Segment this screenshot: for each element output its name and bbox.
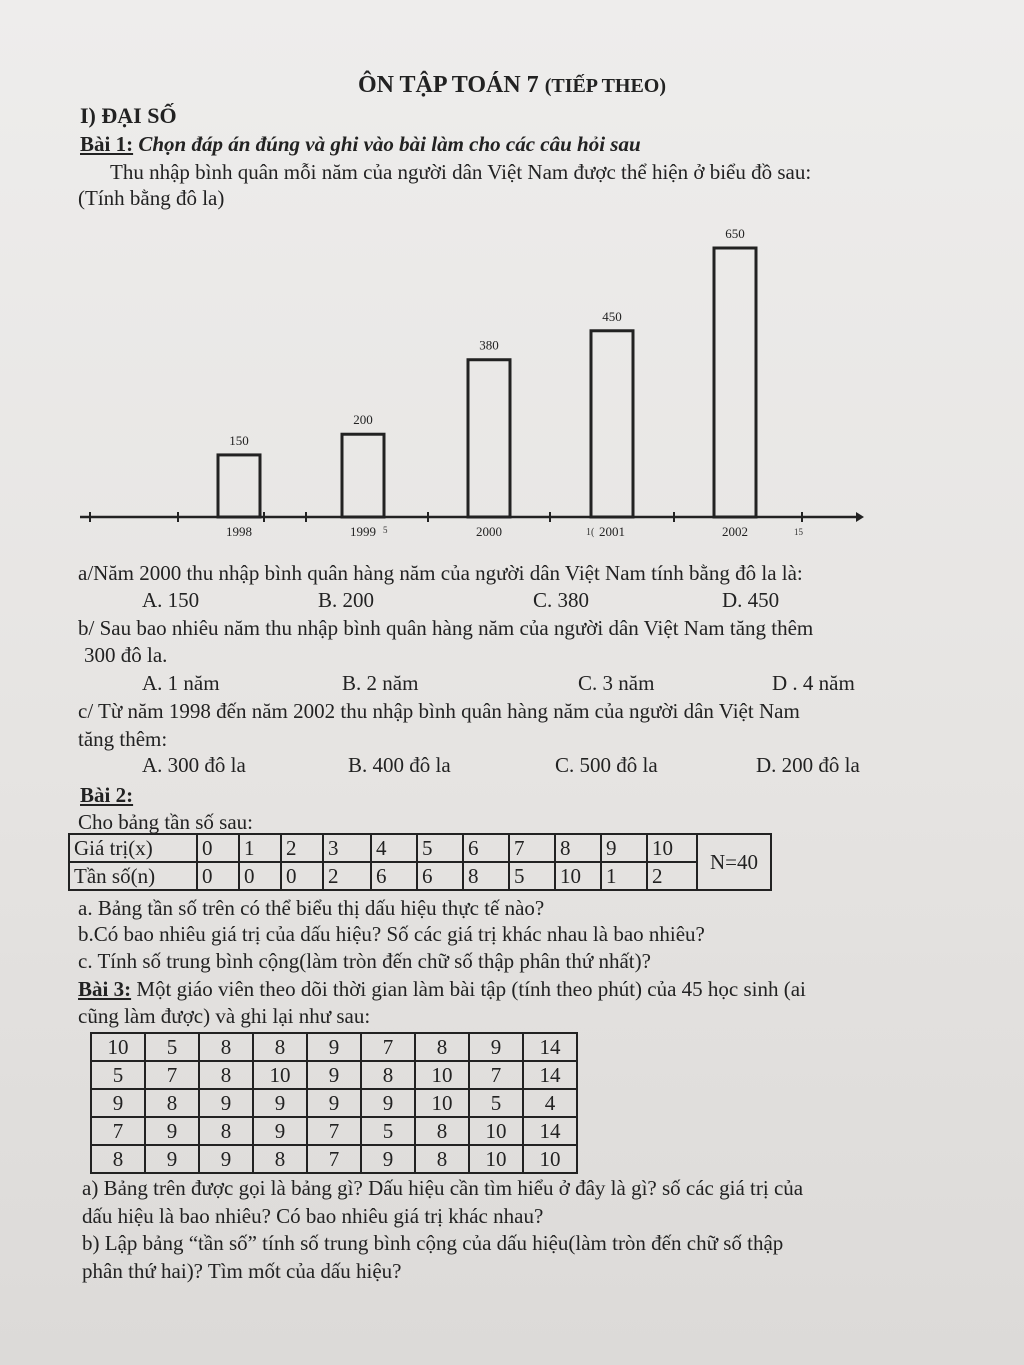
table-cell: 5 [91,1061,145,1089]
table-cell: 1 [601,862,647,890]
qb-choice-b: B. 2 năm [342,671,419,695]
table-cell: 7 [509,834,555,862]
section-heading: I) ĐẠI SỐ [80,103,177,128]
bai2-question-a: a. Bảng tần số trên có thể biểu thị dấu hiệu thực tế nào? [78,896,545,920]
table-cell: 8 [415,1033,469,1061]
table-cell: 5 [417,834,463,862]
title-paren: (TIẾP THEO) [544,75,667,97]
table-cell: 8 [199,1061,253,1089]
table-cell: 9 [361,1089,415,1117]
table-cell: 1 [239,834,281,862]
table-cell: 0 [197,834,239,862]
bai1-intro-line1: Thu nhập bình quân mỗi năm của người dân Việt Nam được thể hiện ở biểu đồ sau: [110,160,812,184]
bai3-intro-text: Một giáo viên theo dõi thời gian làm bài tập (tính theo phút) của 45 học sinh (ai [131,977,806,1001]
table-cell: 7 [469,1061,523,1089]
bar-value-label: 380 [479,337,499,353]
qc-choice-a: A. 300 đô la [142,753,246,777]
qb-choice-d: D . 4 năm [772,671,855,695]
bar-value-label: 650 [725,226,745,241]
table-cell: 9 [91,1089,145,1117]
income-bar-chart [0,210,1024,550]
table-cell: 9 [253,1117,307,1145]
bai3-intro-line2: cũng làm được) và ghi lại như sau: [78,1004,371,1028]
bai1-question-c-line1: c/ Từ năm 1998 đến năm 2002 thu nhập bình quân hàng năm của người dân Việt Nam [78,699,800,723]
table-cell: 6 [463,834,509,862]
table-cell: 8 [361,1061,415,1089]
table-cell: 6 [417,862,463,890]
table-cell: 9 [361,1145,415,1173]
table-cell: 8 [91,1145,145,1173]
bai3-question-a-line2: dấu hiệu là bao nhiêu? Có bao nhiêu giá trị khác nhau? [82,1204,544,1228]
table-cell: 9 [307,1033,361,1061]
table-cell: 8 [463,862,509,890]
table-cell: 14 [523,1061,577,1089]
row-label-n: Tần số(n) [69,862,197,890]
table-cell: 9 [145,1145,199,1173]
qc-choice-c: C. 500 đô la [555,753,658,777]
table-cell: 9 [199,1145,253,1173]
bai3-label: Bài 3: [78,977,132,1001]
table-cell: 10 [647,834,697,862]
observation-table [90,1032,578,1174]
bai3-question-b-line2: phân thứ hai)? Tìm mốt của dấu hiệu? [82,1259,402,1283]
table-cell: 10 [415,1089,469,1117]
table-cell: 7 [91,1117,145,1145]
qa-choice-c: C. 380 [533,588,590,612]
bar-value-label: 150 [229,432,249,448]
qa-choice-b: B. 200 [318,588,375,612]
stray-mark: 5 [383,525,388,535]
page-title [0,72,1024,99]
bar-2001 [591,331,633,517]
table-cell: 3 [323,834,371,862]
bai2-intro: Cho bảng tần số sau: [78,810,253,834]
bar-2000 [468,360,510,517]
bar-value-label: 450 [602,308,622,324]
table-cell: 8 [199,1033,253,1061]
table-cell: 8 [253,1145,307,1173]
table-cell: 0 [281,862,323,890]
table-cell: 8 [415,1145,469,1173]
table-cell: 5 [469,1089,523,1117]
table-cell: 9 [601,834,647,862]
table-cell: 4 [371,834,417,862]
table-row [69,834,771,862]
bai2-label [80,783,133,808]
table-cell: 9 [253,1089,307,1117]
table-cell: 9 [307,1061,361,1089]
table-cell: 10 [523,1145,577,1173]
table-cell: 8 [555,834,601,862]
qc-choice-d: D. 200 đô la [756,753,860,777]
qa-choice-a: A. 150 [142,588,200,612]
table-cell: 7 [145,1061,199,1089]
table-cell: 8 [253,1033,307,1061]
bai1-question-c-line2: tăng thêm: [78,727,168,751]
bar-1998 [218,455,260,517]
table-row [91,1089,577,1117]
bai1-intro-line2: (Tính bằng đô la) [78,186,225,210]
table-cell: 6 [371,862,417,890]
category-label: 2002 [722,524,748,539]
category-label: 1998 [226,524,252,539]
table-cell: 9 [145,1117,199,1145]
table-cell: 4 [523,1089,577,1117]
table-row [91,1117,577,1145]
bar-value-label: 200 [353,412,373,428]
bai2-question-b: b.Có bao nhiêu giá trị của dấu hiệu? Số các giá trị khác nhau là bao nhiêu? [78,922,705,946]
table-cell: 5 [145,1033,199,1061]
table-row [69,862,771,890]
table-cell: 7 [361,1033,415,1061]
table-row [91,1061,577,1089]
bai3-question-b-line1: b) Lập bảng “tần số” tính số trung bình cộng của dấu hiệu(làm tròn đến chữ số thập [82,1231,784,1255]
qc-choice-b: B. 400 đô la [348,753,451,777]
row-label-x: Giá trị(x) [69,834,197,862]
table-cell: 10 [469,1117,523,1145]
total-cell: N=40 [697,834,771,890]
bai1-question-a: a/Năm 2000 thu nhập bình quân hàng năm của người dân Việt Nam tính bằng đô la là: [78,561,803,585]
table-cell: 10 [91,1033,145,1061]
stray-mark: 1( [586,527,595,538]
table-cell: 8 [415,1117,469,1145]
table-cell: 5 [509,862,555,890]
frequency-table [68,833,772,891]
bai1-question-b-line1: b/ Sau bao nhiêu năm thu nhập bình quân hàng năm của người dân Việt Nam tăng thêm [78,616,814,640]
qb-choice-a: A. 1 năm [142,671,220,695]
bar-1999 [342,434,384,517]
category-label: 1999 [350,524,376,539]
table-cell: 8 [199,1117,253,1145]
table-cell: 10 [555,862,601,890]
qa-choice-d: D. 450 [722,588,780,612]
bai1-heading [80,132,641,157]
table-cell: 9 [307,1089,361,1117]
bai3-question-a-line1: a) Bảng trên được gọi là bảng gì? Dấu hiệu cần tìm hiểu ở đây là gì? số các giá trị của [82,1176,804,1200]
table-cell: 8 [145,1089,199,1117]
bar-2002 [714,248,756,517]
table-cell: 9 [199,1089,253,1117]
table-cell: 0 [239,862,281,890]
title-main: ÔN TẬP TOÁN 7 [357,72,539,98]
bai2-question-c: c. Tính số trung bình cộng(làm tròn đến chữ số thập phân thứ nhất)? [78,949,651,973]
category-label: 2000 [476,524,502,539]
table-cell: 2 [647,862,697,890]
table-cell: 14 [523,1117,577,1145]
table-cell: 2 [323,862,371,890]
table-cell: 10 [415,1061,469,1089]
table-cell: 0 [197,862,239,890]
table-cell: 10 [469,1145,523,1173]
bai3-intro-line1 [78,977,806,1002]
table-cell: 10 [253,1061,307,1089]
bai1-instruction: Chọn đáp án đúng và ghi vào bài làm cho các câu hỏi sau [138,132,641,156]
bai1-label: Bài 1: [80,132,134,156]
table-cell: 7 [307,1145,361,1173]
qb-choice-c: C. 3 năm [578,671,655,695]
category-label: 2001 [599,524,625,539]
table-cell: 9 [469,1033,523,1061]
x-axis-arrow [856,512,864,522]
bai2-label-text: Bài 2: [80,783,134,807]
table-cell: 5 [361,1117,415,1145]
table-row [91,1033,577,1061]
table-row [91,1145,577,1173]
table-cell: 2 [281,834,323,862]
table-cell: 14 [523,1033,577,1061]
stray-mark: 15 [794,527,803,537]
table-cell: 7 [307,1117,361,1145]
bai1-question-b-line2: 300 đô la. [84,643,168,667]
